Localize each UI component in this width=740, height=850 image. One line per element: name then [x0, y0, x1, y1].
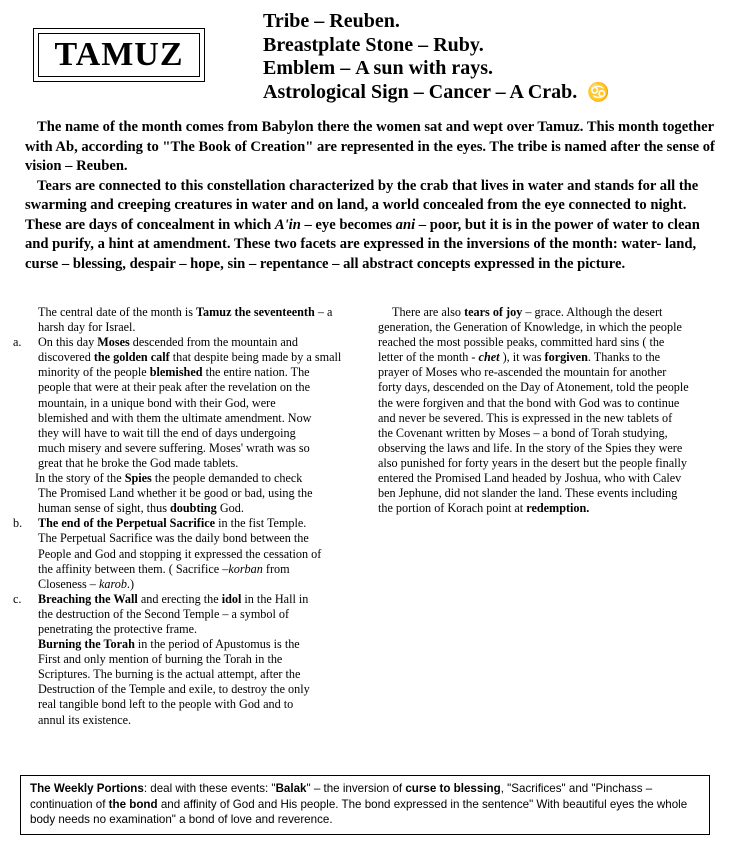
- title-box: [33, 28, 205, 82]
- weekly-portions-label: The Weekly Portions: [30, 782, 144, 795]
- header-info: [263, 10, 733, 104]
- right-column: There are also tears of joy – grace. Although the desert generation, the Generation of Knowledge, in which the people reached the most possible peaks, committed hard sins ( the letter of the month - chet ), it was forgiven. Thanks to the prayer of Moses who re-ascended the mountain for another forty days, descended on the Day of Atonement, told the people the were forgiven and that the bond with God was to continue and never be severed. This is expressed in the new tablets of the Covenant written by Moses – a bond of Torah studying, observing the laws and life. In the story of the Spies they were also punished for forty years in the desert but the people finally entered the Promised Land headed by Joshua, who with Calev ben Jephune, did not slander the land. These events including the portion of Korach point at redemption.: [378, 305, 689, 516]
- weekly-portions-box: The Weekly Portions: deal with these events: "Balak" – the inversion of curse to blessing, "Sacrifices" and "Pinchass – continuation of the bond and affinity of God and His people. The bond expressed in the sentence" With beautiful eyes the whole body needs no examination" a bond of love and reverence.: [20, 775, 710, 835]
- list-item-c: c. Breaching the Wall and erecting the idol in the Hall in the destruction of the Second Temple – a symbol of penetrating the protective frame. Burning the Torah in the period of Apustomus is the First and only mention of burning the Torah in the Scriptures. The burning is the actual attempt, after the Destruction of the Temple and exile, to destroy the only real tangible bond left to the people with God and to annul its existence.: [13, 591, 310, 727]
- list-item-a: a. On this day Moses descended from the mountain and discovered the golden calf that despite being made by a small minority of the people blemished the entire nation. The people that were at their peak after the revelation on the mountain, in a unique bond with their God, were blemished and with them the ultimate amendment. Now they will have to wait till the end of days undergoing much misery and severe suffering. Moses' wrath was so great that he broke the God made tablets. In the story of the Spies the people demanded to check The Promised Land whether it be good or bad, using the human sense of sight, thus doubting God.: [13, 335, 342, 516]
- list-item-b: b. The end of the Perpetual Sacrifice in the fist Temple. The Perpetual Sacrifice was the daily bond between the People and God and stopping it expressed the cessation of the affinity between them. ( Sacrifice –korban from Closeness – karob.): [13, 516, 322, 591]
- intro-paragraph-2: Tears are connected to this constellation characterized by the crab that lives in water and stands for all the swarming and creeping creatures in water and on land, a world concealed from the eye connected to night. These are days of concealment in which A'in – eye becomes ani – poor, but it is in the power of water to clean and purify, a hint at amendment. These two facets are expressed in the inversions of the month: water- land, curse – blessing, despair – hope, sin – repentance – all abstract concepts expressed in the picture.: [25, 177, 700, 272]
- left-column: The central date of the month is Tamuz the seventeenth – a harsh day for Israel. a. On this day Moses descended from the mountain and discovered the golden calf that despite being made by a small minority of the people blemished the entire nation. The people that were at their peak after the revelation on the mountain, in a unique bond with their God, were blemished and with them the ultimate amendment. Now they will have to wait till the end of days undergoing much misery and severe suffering. Moses' wrath was so great that he broke the God made tablets. In the story of the Spies the people demanded to check The Promised Land whether it be good or bad, using the human sense of sight, thus doubting God. b. The end of the Perpetual Sacrifice in the fist Temple. The Perpetual Sacrifice was the daily bond between the People and God and stopping it expressed the cessation of the affinity between them. ( Sacrifice –korban from Closeness – karob.) c. Breaching the Wall and erecting the idol in the Hall in the destruction of the Second Temple – a symbol of penetrating the protective frame. Burning the Torah in the period of Apustomus is the First and only mention of burning the Torah in the Scriptures. The burning is the actual attempt, after the Destruction of the Temple and exile, to destroy the only real tangible bond left to the people with God and to annul its existence.: [20, 305, 360, 728]
- cancer-sign-icon: ♋: [587, 81, 610, 102]
- intro-paragraph-1: The name of the month comes from Babylon there the women sat and wept over Tamuz. This month together with Ab, according to "The Book of Creation" are represented in the eyes. The tribe is named after the sense of vision – Reuben.: [25, 119, 715, 174]
- emblem-line: Emblem – A sun with rays.: [263, 57, 494, 79]
- sign-line: Astrological Sign – Cancer – A Crab. ♋: [263, 80, 610, 103]
- intro-text: [25, 118, 715, 274]
- stone-line: Breastplate Stone – Ruby.: [263, 33, 484, 56]
- tribe-line: Tribe – Reuben.: [263, 10, 400, 32]
- page-title: TAMUZ: [38, 33, 200, 77]
